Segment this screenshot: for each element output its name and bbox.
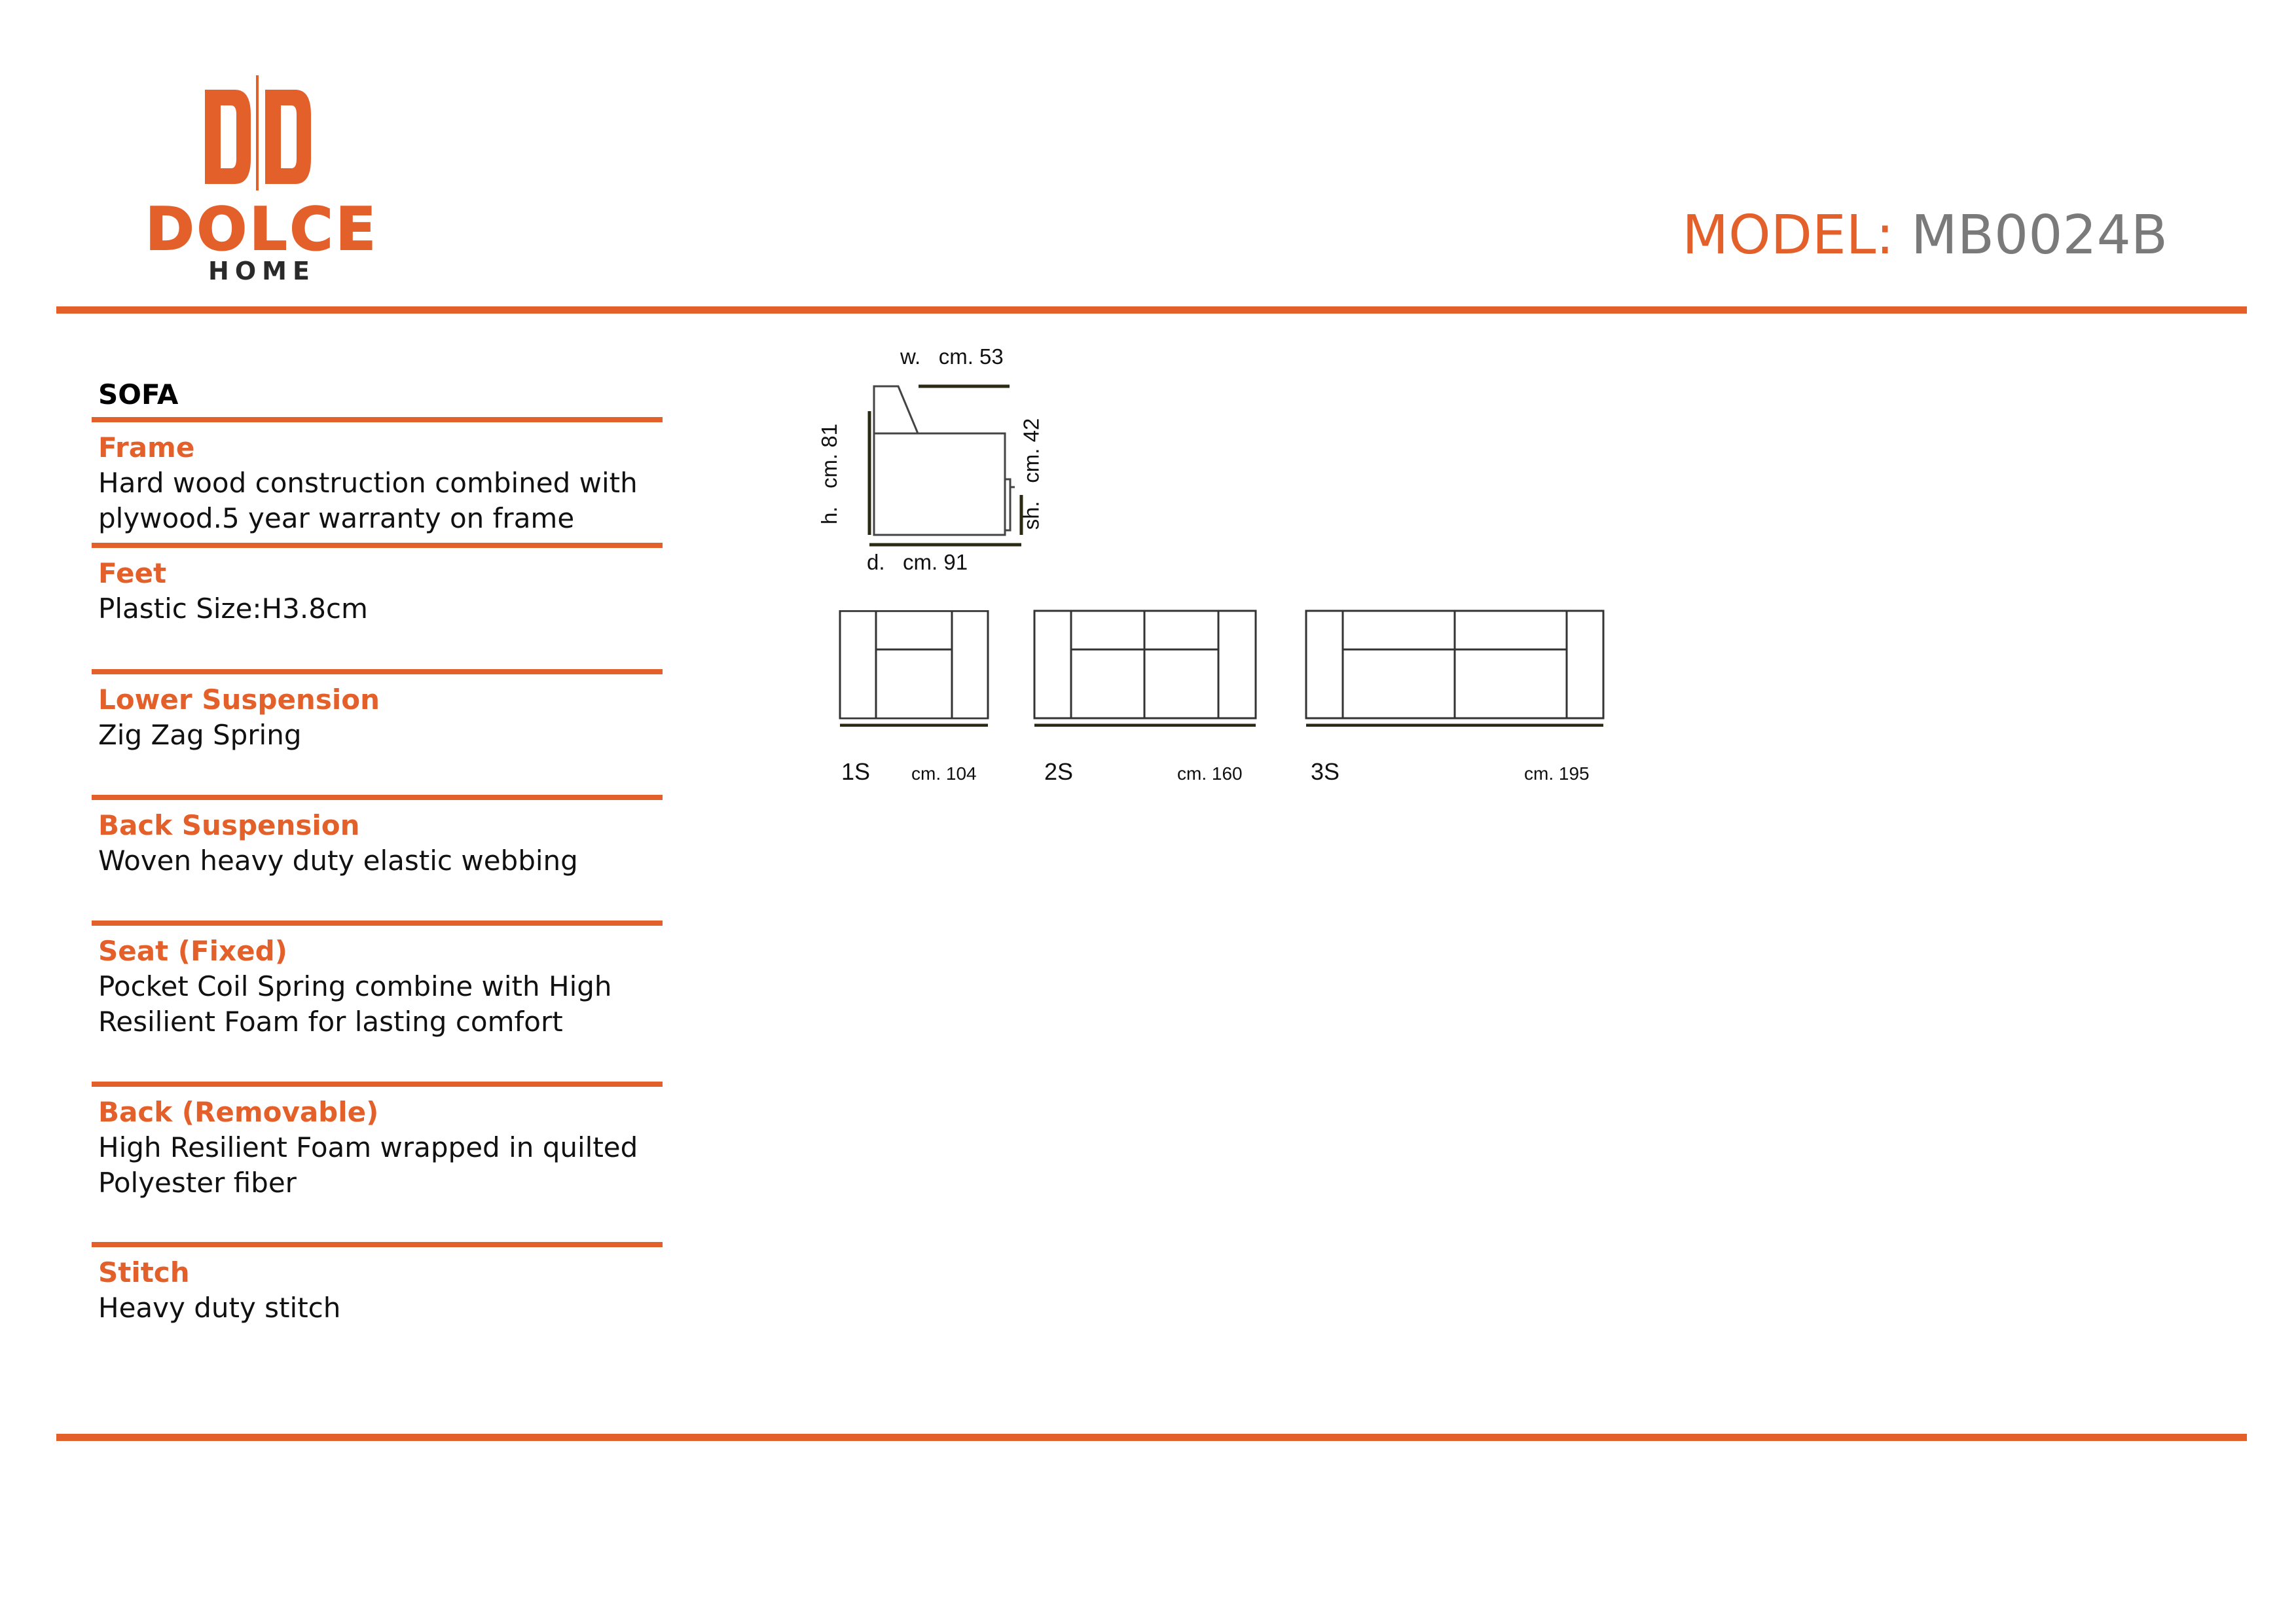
variant-label-2s: 2S [1044, 758, 1074, 785]
variant-label-1s: 1S [841, 758, 871, 785]
seat-height-dimension [1019, 418, 1044, 530]
variant-length-2s: cm. 160 [1177, 763, 1243, 784]
depth-value: cm. 91 [903, 550, 968, 574]
variant-label-3s: 3S [1311, 758, 1340, 785]
width-dimension [900, 344, 1004, 369]
top-view-drawings [818, 609, 1683, 727]
section-body: Zig Zag Spring [98, 719, 302, 751]
seat-height-prefix: sh. [1019, 501, 1044, 530]
brand-sub: HOME [208, 257, 316, 285]
top-view-2s [1034, 611, 1256, 725]
section-divider [92, 417, 663, 422]
seat-height-value: cm. 42 [1019, 418, 1044, 483]
height-dimension [817, 424, 842, 524]
section-heading: Stitch [98, 1256, 190, 1288]
model-label: MODEL: [1682, 204, 1894, 266]
section-body: Heavy duty stitch [98, 1292, 341, 1324]
section-divider [92, 543, 663, 548]
section-heading: Frame [98, 431, 195, 464]
section-heading: Lower Suspension [98, 684, 380, 716]
section-divider [92, 795, 663, 800]
section-heading: Back Suspension [98, 809, 360, 841]
top-view-1s [840, 611, 988, 725]
spec-section-back [92, 1082, 663, 1201]
brand-logo [137, 72, 386, 295]
model-title [1682, 204, 2168, 266]
width-prefix: w. [900, 344, 921, 369]
spec-section-stitch [92, 1242, 663, 1326]
section-divider [92, 669, 663, 674]
brand-name: DOLCE [145, 195, 379, 264]
width-value: cm. 53 [938, 344, 1004, 369]
model-value: MB0024B [1911, 204, 2168, 266]
height-value: cm. 81 [817, 423, 842, 488]
dd-logo-mark-icon [200, 75, 324, 193]
section-body: Hard wood construction combined with plywood.5 year warranty on frame [98, 467, 638, 534]
section-body: Pocket Coil Spring combine with High Resilient Foam for lasting comfort [98, 970, 612, 1038]
footer-divider [56, 1434, 2247, 1441]
section-divider [92, 921, 663, 926]
variant-length-3s: cm. 195 [1524, 763, 1590, 784]
spec-section-lower-suspension [92, 669, 663, 753]
header-divider [56, 306, 2247, 314]
section-divider [92, 1242, 663, 1247]
depth-dimension [867, 550, 968, 575]
section-heading: Feet [98, 557, 167, 589]
spec-section-seat [92, 921, 663, 1040]
section-heading: Back (Removable) [98, 1096, 379, 1128]
dimension-diagram [818, 334, 1683, 831]
section-divider [92, 1082, 663, 1087]
top-view-3s [1306, 611, 1603, 725]
variant-length-1s: cm. 104 [911, 763, 977, 784]
section-body: Woven heavy duty elastic webbing [98, 845, 578, 877]
section-body: High Resilient Foam wrapped in quilted Polyester fiber [98, 1131, 638, 1199]
spec-title: SOFA [98, 378, 179, 410]
spec-section-frame [92, 417, 663, 536]
height-prefix: h. [817, 506, 842, 525]
section-heading: Seat (Fixed) [98, 935, 287, 967]
spec-section-back-suspension [92, 795, 663, 879]
spec-section-feet [92, 543, 663, 627]
depth-prefix: d. [867, 550, 885, 574]
section-body: Plastic Size:H3.8cm [98, 593, 368, 625]
